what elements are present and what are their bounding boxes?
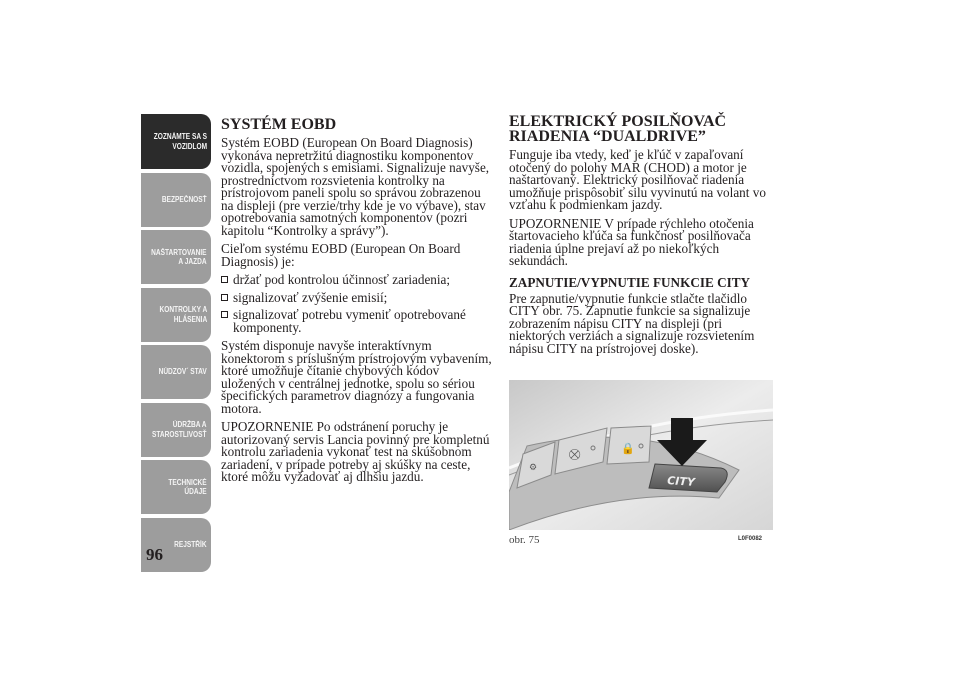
section-heading-dualdrive: ELEKTRICKÝ POSILŇOVAČ RIADENIA “DUALDRIVE”	[509, 113, 727, 145]
paragraph: Systém disponuje navyše interaktívnym konektorom s príslušným prístrojovým vybavením, ktoré umožňuje čítanie chybových kódov uložených v centrálnej jednotke, spolu so sériou špecifických parametrov diagnózy a fungovania motora.	[221, 338, 492, 416]
tab-label: ZOZNÁMTE SA S VOZIDLOM	[153, 132, 207, 151]
paragraph: Cieľom systému EOBD (European On Board Diagnosis) je:	[221, 241, 461, 269]
list-item-text: držať pod kontrolou účinnosť zariadenia;	[233, 272, 451, 287]
list-item	[221, 309, 493, 334]
subheading-city: ZAPNUTIE/VYPNUTIE FUNKCIE CITY	[509, 274, 751, 290]
list-item	[221, 289, 493, 305]
bullet-list	[221, 274, 493, 334]
left-column	[221, 116, 493, 490]
warning-paragraph: UPOZORNENIE V prípade rýchleho otočenia štartovacieho kľúča sa funkčnosť posilňovača riadenia úplne prejaví až po niekoľkých sekundách.	[509, 215, 754, 268]
paragraph: Funguje iba vtedy, keď je kľúč v zapaľovaní otočený do polohy MAR (CHOD) a motor je naštartovaný. Elektrický posilňovač riadenia umožňuje prispôsobiť silu vyvinutú na volant vo vzťahu k podmienkam jazdy.	[509, 147, 766, 212]
warning-paragraph: UPOZORNENIE Po odstránení poruchy je autorizovaný servis Lancia povinný pre kompletnú kontrolu zariadenia vykonať test na skúšobnom zariadení, v prípade potreby aj skúšky na ceste, ktoré môžu vyžadovať aj dlhšiu jazdu.	[221, 419, 490, 484]
figure-city-button	[509, 380, 773, 530]
figure-code: L0F0082	[738, 536, 763, 542]
tab-bezpecnost[interactable]	[141, 173, 211, 227]
list-item-text: signalizovať potrebu vymeniť opotrebované komponenty.	[233, 307, 466, 335]
tab-label: REJSTŘÍK	[174, 539, 207, 549]
parking-sensor-icon: ⛒	[569, 448, 581, 461]
section-heading-eobd: SYSTÉM EOBD	[221, 116, 337, 133]
city-button-label: CITY	[666, 474, 696, 489]
tab-label: NÚDZOV´ STAV	[158, 367, 207, 377]
city-button-illustration	[509, 380, 773, 530]
tab-label: KONTROLKY A HLÁSENIA	[159, 305, 207, 324]
tab-label: BEZPEČNOSŤ	[162, 194, 207, 204]
list-item-text: signalizovať zvýšenie emisií;	[233, 289, 388, 305]
tab-label: ÚDRŽBA A STAROSTLIVOSŤ	[152, 420, 207, 439]
paragraph: Systém EOBD (European On Board Diagnosis) vykonáva nepretržitú diagnostiku komponentov vozidla, spojených s emisiami. Signalizuje navyše, prostredníctvom rozsvietenia kontrolky na prístrojovom paneli spolu so správou zobrazenou na displeji (pre verzie/trhy kde je vo výbave), stav opotrebovania samotných komponentov (pozri kapitolu “Kontrolky a správy”).	[221, 135, 490, 238]
paragraph: Pre zapnutie/vypnutie funkcie stlačte tlačidlo CITY obr. 75. Zapnutie funkcie sa signalizuje zobrazením nápisu CITY na displeji (pri niektorých verziách a signalizuje rozsvietením nápisu CITY na prístrojovej doske).	[509, 290, 755, 356]
page-number: 96	[146, 545, 163, 564]
city-button[interactable]	[649, 464, 727, 492]
esp-off-icon: ⚙	[529, 463, 538, 473]
tab-label: TECHNICKÉ ÚDAJE	[168, 477, 207, 496]
tab-nastartovanie-a-jazda[interactable]	[141, 230, 211, 284]
tab-technicke-udaje[interactable]	[141, 460, 211, 514]
checkbox-bullet-icon	[221, 311, 228, 318]
chapter-tab-sidebar	[141, 114, 211, 575]
tab-udrzba-a-starostlivost[interactable]	[141, 403, 211, 457]
door-lock-icon: 🔒	[621, 442, 635, 455]
checkbox-bullet-icon	[221, 294, 228, 301]
list-item	[221, 274, 493, 287]
tab-nudzovy-stav[interactable]	[141, 345, 211, 399]
door-lock-button[interactable]	[607, 426, 651, 464]
tab-zoznamte-sa-s-vozidlom[interactable]	[141, 114, 211, 169]
tab-label: NAŠTARTOVANIE A JAZDA	[151, 247, 207, 266]
figure-caption: obr. 75	[509, 534, 540, 546]
right-column	[509, 114, 774, 361]
tab-kontrolky-a-hlasenia[interactable]	[141, 288, 211, 342]
checkbox-bullet-icon	[221, 276, 228, 283]
